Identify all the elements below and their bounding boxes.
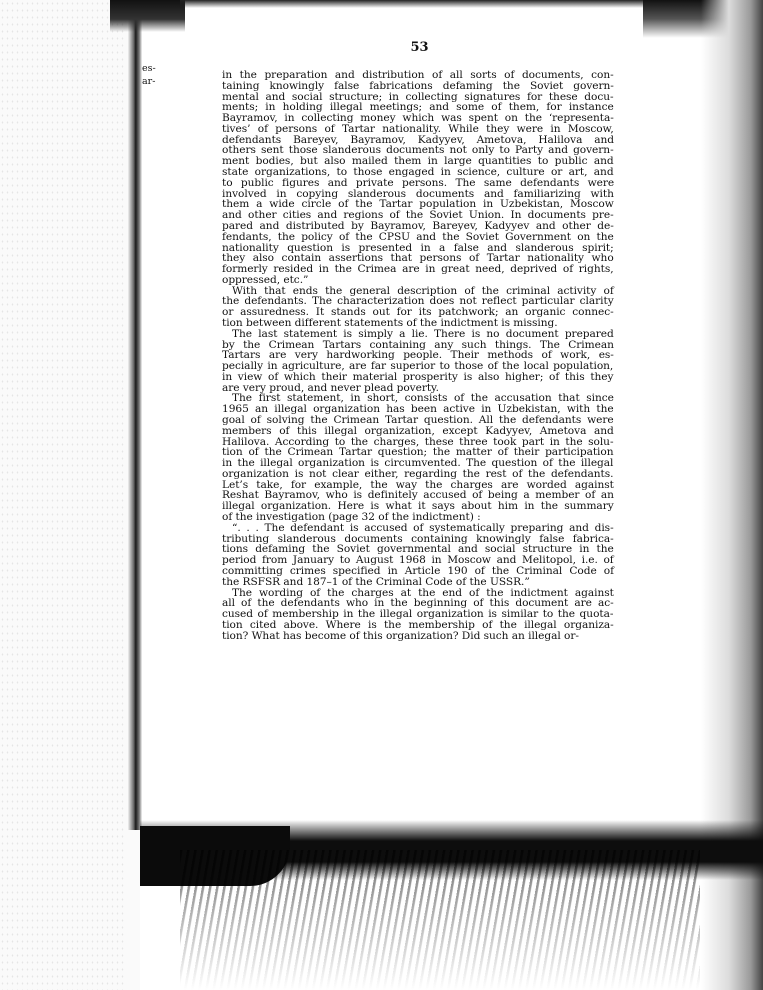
left-page-fragment [142, 427, 182, 440]
left-page-fragment [142, 662, 182, 675]
left-page-fragment [142, 310, 182, 323]
left-page-fragment [142, 192, 182, 205]
left-page-fragment [142, 610, 182, 623]
text-line: and other cities and regions of the Soviet Union. In documents pre- [222, 209, 614, 222]
left-page-fragment [142, 414, 182, 427]
document-page [222, 40, 617, 641]
left-page-fragment [142, 336, 182, 349]
text-line: period from January to August 1968 in Moscow and Melitopol, i.e. of [222, 554, 614, 567]
scan-noise [0, 0, 126, 990]
text-line: tion cited above. Where is the membership of the illegal organiza- [222, 618, 614, 631]
page-number: 53 [410, 40, 429, 55]
text-line: goal of solving the Crimean Tartar question. All the defendants were [222, 414, 614, 426]
text-line: taining knowingly false fabrications defaming the Soviet govern- [222, 79, 614, 92]
left-page-fragment [142, 284, 182, 297]
left-page-fragment [142, 584, 182, 597]
text-line: Let’s take, for example, the way the charges are worded against [222, 478, 614, 491]
text-line: 1965 an illegal organization has been active in Uzbekistan, with the [222, 403, 614, 416]
text-line: Reshat Bayramov, who is definitely accused of being a member of an [222, 489, 614, 502]
left-page-fragment [142, 545, 182, 558]
text-line: cused of membership in the illegal organization is similar to the quota- [222, 608, 614, 621]
left-page-fragment [142, 232, 182, 245]
left-page-fragment [142, 571, 182, 584]
text-line: ment bodies, but also mailed them in large quantities to public and [222, 155, 614, 168]
text-line: oppressed, etc.” [222, 273, 309, 286]
text-line: pared and distributed by Bayramov, Bareyev, Kadyyev and other de- [222, 219, 614, 232]
left-page-fragment [142, 466, 182, 479]
text-line: members of this illegal organization, except Kadyyev, Ametova and [222, 424, 614, 437]
text-line: The first statement, in short, consists of the accusation that since [232, 392, 614, 405]
text-line: committing crimes specified in Article 190 of the Criminal Code of [222, 564, 614, 577]
text-line: others sent those slanderous documents not only to Party and govern- [222, 144, 614, 157]
left-page-fragment [142, 127, 182, 140]
left-page-fragment [142, 362, 182, 375]
text-line: With that ends the general description of the criminal activity of [232, 284, 614, 297]
text-line: state organizations, to those engaged in science, culture or art, and [222, 166, 614, 179]
text-line: of the investigation (page 32 of the indictment) : [222, 511, 481, 524]
left-page-fragment [142, 597, 182, 610]
left-page-fragment [142, 688, 182, 701]
text-line: tion? What has become of this organization? Did such an illegal or- [222, 629, 579, 642]
left-page-fragment: es- [142, 63, 156, 74]
left-page-fragment: ar- [142, 76, 156, 88]
text-line: tion of the Crimean Tartar question; the matter of their participation [222, 446, 614, 459]
text-line: ments; in holding illegal meetings; and some of them, for instance [222, 101, 614, 114]
text-line: or assuredness. It stands out for its patchwork; an organic connec- [222, 306, 614, 319]
text-line: organization is not clear either, regarding the rest of the defendants. [222, 467, 614, 480]
left-page-fragment [142, 153, 182, 166]
left-page-fragment [142, 558, 182, 571]
left-page-fragment [142, 727, 182, 740]
left-page-text-fragments [142, 62, 182, 767]
text-line: defendants Bareyev, Bayramov, Kadyyev, Ametova, Halilova and [222, 133, 614, 146]
text-line: “. . . The defendant is accused of systematically preparing and dis- [232, 521, 614, 534]
text-line: Tartars are very hardworking people. Their methods of work, es- [222, 349, 614, 362]
left-page-fragment [142, 388, 182, 401]
left-page-fragment [142, 493, 182, 506]
left-page-fragment [142, 480, 182, 493]
left-page-fragment [142, 206, 182, 219]
text-line: in the illegal organization is circumvented. The question of the illegal [222, 457, 614, 470]
text-line: illegal organization. Here is what it says about him in the summary [222, 500, 614, 513]
text-line: Bayramov, in collecting money which was spent on the ‘representa- [222, 112, 614, 125]
text-line: Halilova. According to the charges, these three took part in the solu- [222, 435, 614, 448]
left-page-fragment [142, 701, 182, 714]
left-page-fragment [142, 114, 182, 127]
page-curl-streaks [180, 850, 700, 990]
text-line: in the preparation and distribution of all sorts of documents, con- [222, 69, 614, 81]
text-line: in view of which their material prosperity is also higher; of this they [222, 370, 614, 383]
text-line: tives’ of persons of Tartar nationality. While they were in Moscow, [222, 122, 614, 135]
left-page-fragment [142, 101, 182, 114]
text-line: tributing slanderous documents containing knowingly false fabrica- [222, 532, 614, 545]
text-line: involved in copying slanderous documents and familiarizing with [222, 187, 614, 200]
left-page-fragment [142, 440, 182, 453]
left-page-fragment [142, 753, 182, 766]
left-page-fragment [142, 375, 182, 388]
book-binding-gutter [128, 0, 142, 830]
text-line: nationality question is presented in a false and slanderous spirit; [222, 241, 614, 254]
left-page-fragment [142, 166, 182, 179]
left-page-fragment [142, 140, 182, 153]
text-line: The wording of the charges at the end of the indictment against [232, 586, 614, 599]
left-page-fragment [142, 245, 182, 258]
left-page-fragment [142, 271, 182, 284]
left-page-fragment [142, 297, 182, 310]
left-page-fragment [142, 740, 182, 753]
left-page-fragment [142, 258, 182, 271]
scan-shadow-top-left [110, 0, 185, 32]
left-page-fragment [142, 636, 182, 649]
left-page-fragment [142, 88, 182, 101]
left-page-fragment [142, 323, 182, 336]
left-page-fragment [142, 506, 182, 519]
left-page-fragment [142, 532, 182, 545]
text-line: formerly resided in the Crimea are in great need, deprived of rights, [222, 263, 614, 276]
text-line: tion between different statements of the indictment is missing. [222, 316, 558, 329]
left-page-fragment [142, 623, 182, 636]
left-page-fragment [142, 714, 182, 727]
text-line: they also contain assertions that persons of Tartar nationality who [222, 252, 614, 265]
left-page-fragment [142, 349, 182, 362]
text-line: to public figures and private persons. The same defendants were [222, 176, 615, 189]
left-page-fragment [142, 179, 182, 192]
text-line: fendants, the policy of the CPSU and the Soviet Government on the [222, 230, 614, 243]
text-line: them a wide circle of the Tartar population in Uzbekistan, Moscow [222, 198, 614, 211]
text-line: by the Crimean Tartars containing any such things. The Crimean [222, 338, 614, 351]
body-text [222, 70, 617, 641]
text-line: are very proud, and never plead poverty. [222, 381, 439, 394]
left-page-fragment [142, 453, 182, 466]
left-page-fragment [142, 519, 182, 532]
text-line: tions defaming the Soviet governmental and social structure in the [222, 543, 614, 556]
text-line: the defendants. The characterization does not reflect particular clarity [222, 295, 614, 308]
left-page-fragment [142, 675, 182, 688]
left-page-fragment [142, 219, 182, 232]
text-line: The last statement is simply a lie. There is no document prepared [232, 327, 614, 340]
left-page-fragment [142, 649, 182, 662]
scan-shadow-top [180, 0, 700, 8]
text-line: mental and social structure; in collecting signatures for these docu- [222, 90, 614, 103]
text-line: the RSFSR and 187–1 of the Criminal Code of the USSR.” [222, 575, 530, 588]
text-line: all of the defendants who in the beginning of this document are ac- [222, 597, 614, 610]
left-page-fragment [142, 401, 182, 414]
text-line: pecially in agriculture, are far superior to those of the local population, [222, 360, 614, 373]
